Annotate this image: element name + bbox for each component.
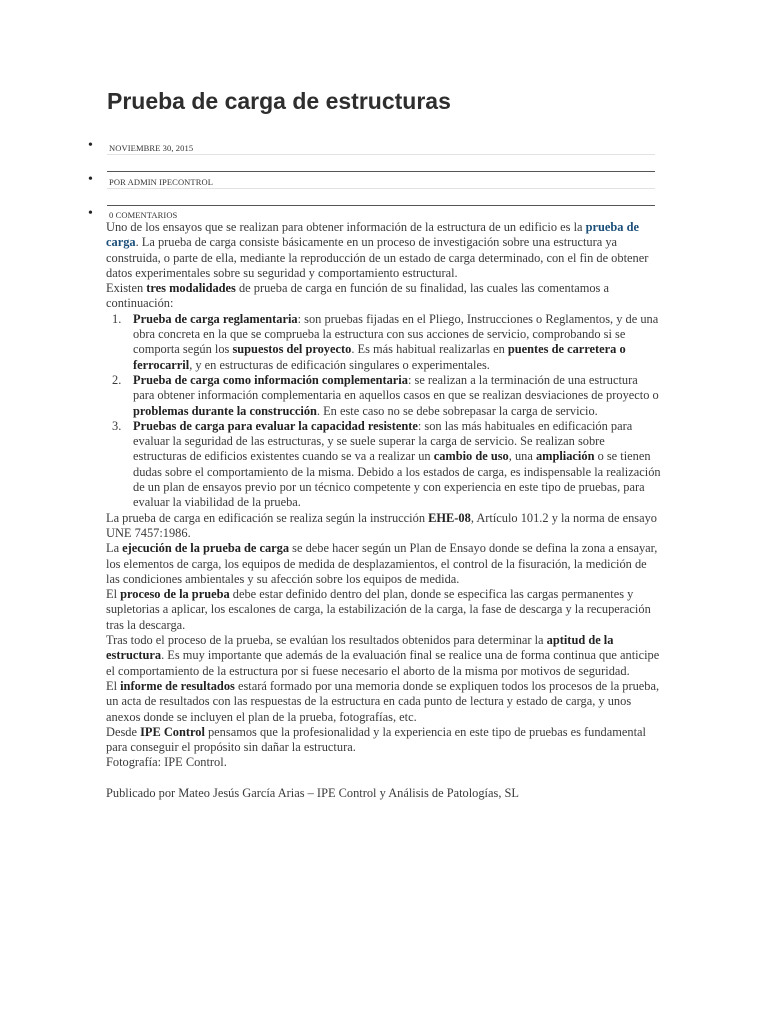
text: , y en estructuras de edificación singulares o experimentales. xyxy=(189,357,490,372)
bold-text: tres modalidades xyxy=(146,281,236,296)
modalities-paragraph xyxy=(106,281,661,312)
bold-text: ampliación xyxy=(535,449,595,464)
text: , una xyxy=(508,449,536,464)
bold-text: problemas durante la construcción xyxy=(133,403,317,418)
comments-link[interactable]: 0 COMENTARIOS xyxy=(109,210,178,220)
text: , Artículo 101.2 y la norma de ensayo UNE 7457:1986. xyxy=(106,510,657,540)
article-title: Prueba de carga de estructuras xyxy=(107,88,451,114)
bold-text: Pruebas de carga para evaluar la capacidad resistente xyxy=(133,418,418,433)
prueba-de-carga-link[interactable]: prueba de carga xyxy=(106,220,639,250)
divider xyxy=(107,205,655,206)
bold-text: Prueba de carga como información complementaria xyxy=(133,372,408,387)
text: : se realizan a la terminación de una estructura para obtener información complementaria en aquellos casos en que se realizan desviaciones de proyecto o xyxy=(133,372,659,403)
bullet-icon: • xyxy=(88,172,93,187)
post-date: NOVIEMBRE 30, 2015 xyxy=(109,143,194,153)
closing-paragraph xyxy=(106,725,661,756)
divider xyxy=(107,171,655,172)
author-signature: Publicado por Mateo Jesús García Arias – IPE Control y Análisis de Patologías, SL xyxy=(106,785,519,800)
text: La xyxy=(106,541,123,556)
article-body xyxy=(106,220,661,801)
text: se debe hacer según un Plan de Ensayo donde se defina la zona a ensayar, los elementos de carga, los equipos de medida de desplazamientos, el control de la fisuración, la medición de las condiciones ambientales y su afección sobre los equipos de medida. xyxy=(106,541,658,586)
text: . Es más habitual realizarlas en xyxy=(351,342,508,357)
list-item xyxy=(106,312,661,373)
modalities-list xyxy=(106,312,661,511)
intro-paragraph xyxy=(106,220,661,281)
bullet-icon: • xyxy=(88,206,93,221)
text: estará formado por una memoria donde se expliquen todos los procesos de la prueba, un acta de resultados con las respuestas de la estructura en cada punto de lectura y estado de carga, y unos anexos donde se incluyen el plan de la prueba, fotografías, etc. xyxy=(106,678,660,724)
text: . La prueba de carga consiste básicamente en un proceso de investigación sobre una estructura ya construida, o parte de ella, mediante la reproducción de un estado de carga determinado, con el fin de obtener datos experimentales sobre su seguridad y comportamiento estructural. xyxy=(106,235,649,280)
list-number: 3. xyxy=(112,418,122,433)
text: o se tienen dudas sobre el comportamiento de la misma. Debido a los estados de carga, es indispensable la realización de un plan de ensayos previo por un técnico competente y con experiencia en este tipo de pruebas, para evaluar la viabilidad de la prueba. xyxy=(133,449,661,510)
text: : son pruebas fijadas en el Pliego, Instrucciones o Reglamentos, y de una obra concreta en la que se comprueba la estructura con sus acciones de servicio, comprobando si se comporta según los xyxy=(133,311,659,357)
execution-paragraph xyxy=(106,541,661,587)
norm-paragraph xyxy=(106,511,661,542)
bold-text: Prueba de carga reglamentaria xyxy=(133,311,298,326)
text: de prueba de carga en función de su finalidad, las cuales las comentamos a continuación: xyxy=(106,281,609,311)
text: . En este caso no se debe sobrepasar la carga de servicio. xyxy=(316,403,598,418)
bold-text: supuestos del proyecto xyxy=(232,342,352,357)
photo-credit: Fotografía: IPE Control. xyxy=(106,755,227,770)
post-author-link[interactable]: POR ADMIN IPECONTROL xyxy=(109,177,214,187)
divider xyxy=(107,154,655,155)
evaluation-paragraph xyxy=(106,633,661,679)
text: Existen xyxy=(106,281,147,296)
bold-text: IPE Control xyxy=(140,724,205,739)
text: El xyxy=(106,587,121,602)
list-item xyxy=(106,373,661,419)
text: El xyxy=(106,678,121,693)
text: pensamos que la profesionalidad y la experiencia en este tipo de pruebas es fundamental para conseguir el propósito sin dañar la estructura. xyxy=(106,724,646,755)
bold-text: aptitud de la estructura xyxy=(106,633,614,663)
text: Tras todo el proceso de la prueba, se evalúan los resultados obtenidos para determinar la xyxy=(106,633,547,648)
text: La prueba de carga en edificación se realiza según la instrucción xyxy=(106,510,429,525)
text: . Es muy importante que además de la evaluación final se realice una de forma continua que anticipe el comportamiento de la estructura por si fuese necesario el aborto de la misma por motivos de seguridad. xyxy=(106,648,660,678)
divider xyxy=(107,188,655,189)
bold-text: cambio de uso xyxy=(433,449,509,464)
bold-text: puentes de carretera o ferrocarril xyxy=(133,342,626,372)
bold-text: ejecución de la prueba de carga xyxy=(122,541,290,556)
bullet-icon: • xyxy=(88,138,93,153)
bold-text: informe de resultados xyxy=(120,678,235,693)
bold-text: EHE-08 xyxy=(428,510,471,525)
bold-text: proceso de la prueba xyxy=(120,587,230,602)
report-paragraph xyxy=(106,679,661,725)
text: Uno de los ensayos que se realizan para obtener información de la estructura de un edificio es la xyxy=(106,220,586,234)
list-number: 2. xyxy=(112,372,122,387)
text: debe estar definido dentro del plan, donde se especifica las cargas permanentes y supletorias a aplicar, los escalones de carga, la estabilización de la carga, la fase de descarga y la recuperación tras la descarga. xyxy=(106,587,651,632)
process-paragraph xyxy=(106,587,661,633)
list-item xyxy=(106,419,661,511)
list-number: 1. xyxy=(112,311,122,326)
text: : son las más habituales en edificación para evaluar la seguridad de las estructuras, y se suele superar la carga de servicio. Se realizan sobre estructuras de edificios existentes cuando se va a realizar un xyxy=(133,418,633,464)
text: Desde xyxy=(106,724,141,739)
